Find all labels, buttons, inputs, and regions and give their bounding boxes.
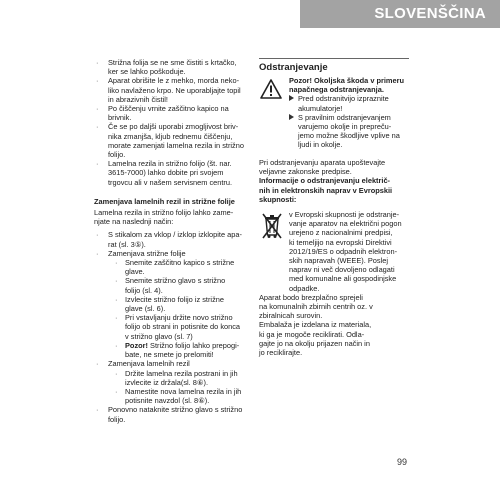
bullet-dot: · (96, 104, 99, 114)
list-item: Pred odstranitvijo izpraznite akumulatorje! (289, 94, 409, 112)
list-item: · S stikalom za vklop / izklop izklopite apa- rat (sl. 3⑤). (96, 230, 242, 249)
bullet-dot: · (96, 159, 99, 169)
section-rule (259, 58, 409, 59)
bullet-dot: · (96, 58, 99, 67)
warning-label: Pozor! (125, 340, 148, 350)
bullet-dot: · (115, 313, 118, 323)
weee-text: v Evropski skupnosti je odstranje- vanje aparatov na električni pogon urejeno z nacionalnimi predpisi, ki temeljijo na evropski Direktivi 2012/19/ES o odpadnih elektron- skih napravah (WEEE). Poslej naprav ni več dovoljeno odlagati med komunalne ali gospodinjske odpadke. (289, 210, 402, 293)
section-heading: Zamenjava lamelnih rezil in strižne folije (94, 196, 235, 206)
collection-note: Aparat bodo brezplačno sprejeli na komunalnih zbirnih centrih oz. v zbiralnicah surovin. (259, 292, 373, 321)
left-column (94, 58, 246, 424)
replacement-steps (94, 230, 246, 423)
bullet-dot: · (115, 340, 118, 350)
list-item: · Pozor! Strižno folijo lahko prepogi- bate, ne smete jo prelomiti! (115, 340, 240, 360)
list-item: · Snemite strižno glavo s strižno folijo (sl. 4). (115, 276, 226, 295)
list-item: · Strižna folija se ne sme čistiti s krtačko, ker se lahko poškoduje. (96, 58, 237, 77)
list-item: · Namestite nova lamelna rezila in jih potisnite navzdol (sl. 8⑥). (115, 386, 242, 406)
arrow-icon (289, 114, 294, 120)
crossed-bin-icon (260, 211, 284, 241)
disposal-heading: Odstranjevanje (259, 62, 328, 73)
warning-text: Pozor! Okoljska škoda v primeru napačnega odstranjevanja. Pred odstranitvijo izpraznite akumulatorje! S pravilnim odstranjevanjem varujemo okolje in prepreču- jemo možne škodljive vplive na ljudi in okolje. (289, 76, 409, 150)
bullet-dot: · (115, 368, 118, 378)
bullet-dot: · (96, 122, 99, 132)
language-title: SLOVENŠČINA (374, 5, 486, 22)
list-item: · Zamenjava strižne folije · Snemite zaščitno kapico s strižne glave. · Snemite strižno glavo s strižno folijo (sl. 4). · Izvlecite strižno folijo iz strižne glave (sl. 6). · Pri vstavljanju držite novo strižno folijo ob strani in potisnite do konca v strižno glavo (sl. 7) · Pozor! Strižno folijo lahko prepogi- bate, ne smete jo prelomiti! (94, 249, 246, 359)
warning-triangle-icon (260, 79, 282, 99)
list-item: · Pri vstavljanju držite novo strižno folijo ob strani in potisnite do konca v strižno glavo (sl. 7) (115, 313, 241, 341)
eu-info-heading: Informacije o odstranjevanju električ- nih in elektronskih naprav v Evropskii skupnosti: (259, 176, 393, 204)
list-item: · Ponovno nataknite strižno glavo s strižno folijo. (96, 405, 243, 424)
language-header (300, 0, 500, 28)
foil-substeps (108, 258, 246, 359)
list-item: · Držite lamelna rezila postrani in jih izvlecite iz držala(sl. 8⑥). (115, 368, 238, 387)
list-item: · Če se po daljši uporabi zmogljivost briv- nika zmanjša, kljub rednemu čiščenju, morate zamenjati lamelna rezila in strižno folijo. (96, 122, 244, 160)
legal-note: Pri odstranjevanju aparata upoštevajte veljavne zakonske predpise. (259, 158, 386, 177)
packaging-note: Embalaža je izdelana iz materiala, ki ga je mogoče reciklirati. Odla- gajte jo na okolju prijazen način in jo reciklirajte. (259, 320, 372, 358)
list-item: · Po čiščenju vrnite zaščitno kapico na brivnik. (96, 104, 229, 123)
page-number: 99 (396, 457, 407, 467)
bullet-dot: · (115, 294, 118, 304)
right-column (259, 58, 409, 357)
list-item: S pravilnim odstranjevanjem varujemo okolje in prepreču- jemo možne škodljive vplive na ljudi in okolje. (289, 113, 409, 150)
list-item: · Zamenjava lamelnih rezil · Držite lamelna rezila postrani in jih izvlecite iz držala(sl. 8⑥). · Namestite nova lamelna rezila in jih potisnite navzdol (sl. 8⑥). (94, 359, 246, 405)
arrow-icon (289, 95, 294, 101)
environment-warning (259, 76, 409, 150)
list-item: · Snemite zaščitno kapico s strižne glave. (115, 258, 235, 277)
blade-substeps (108, 369, 246, 406)
list-item: · Aparat obrišite le z mehko, morda neko- liko navlaženo krpo. Ne uporabljajte topil in abrazivnih čistil! (96, 76, 241, 104)
bullet-dot: · (96, 76, 99, 86)
bullet-dot: · (115, 386, 118, 396)
bullet-dot: · (96, 405, 99, 415)
bullet-dot: · (115, 258, 118, 268)
list-item: · Izvlecite strižno folijo iz strižne glave (sl. 6). (115, 294, 224, 314)
bullet-dot: · (96, 359, 99, 369)
list-item: · Lamelna rezila in strižno folijo (št. nar. 3615-7000) lahko dobite pri svojem trgovcu ali v našem servisnem centru. (96, 159, 233, 187)
section-intro: Lamelna rezila in strižno folijo lahko zame- njate na naslednji način: (94, 208, 234, 227)
weee-notice (259, 210, 409, 293)
bullet-dot: · (96, 230, 99, 240)
bullet-dot: · (115, 276, 118, 286)
cleaning-list (94, 58, 246, 187)
bullet-dot: · (96, 248, 99, 258)
